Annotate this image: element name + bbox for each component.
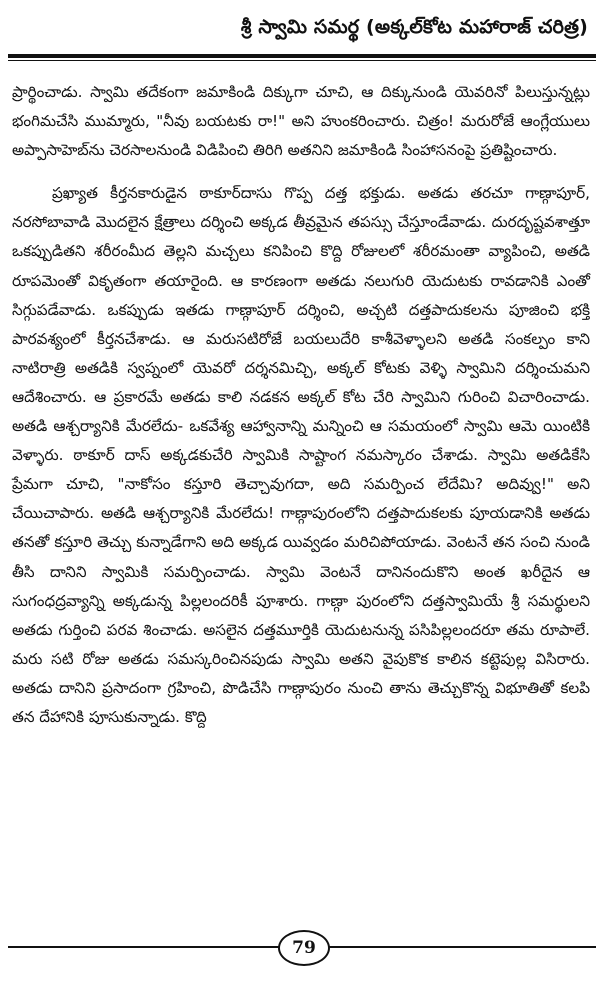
paragraph: ప్రార్థించాడు. స్వామి తదేకంగా జమాకిండి దిక్కుగా చూచి, ఆ దిక్కునుండి యెవరినో పిలుస్తున్నట్లు భంగిమచేసి ముమ్మారు, "నీవు బయటకు రా!" అని హుంకరించారు. చిత్రం! మరురోజే ఆంగ్లేయులు అప్పాసాహెబ్‌ను చెరసాలనుండి విడిపించి తిరిగి అతనిని జమాకిండి సింహాసనంపై ప్రతిష్టించారు. [12, 83, 590, 160]
header-title: శ్రీ స్వామి సమర్థ (అక్కల్‌కోట మహారాజ్ చరిత్ర) [240, 16, 588, 38]
header-rule-thin [8, 60, 596, 61]
page-footer [8, 930, 596, 980]
paragraph: ప్రఖ్యాత కీర్తనకారుడైన ఠాకూర్‌దాసు గొప్ప దత్త భక్తుడు. అతడు తరచూ గాణ్గాపూర్, నరసోబావాడి మొదలైన క్షేత్రాలు దర్శించి అక్కడ తీవ్రమైన తపస్సు చేస్తూండేవాడు. దురదృష్టవశాత్తూ ఒకప్పుడితని శరీరంమీద తెల్లని మచ్చలు కనిపించి కొద్ది రోజులలో శరీరమంతా వ్యాపించి, అతడి రూపమెంతో వికృతంగా తయారైంది. ఆ కారణంగా అతడు నలుగురి యెదుటకు రావడానికి ఎంతో సిగ్గుపడేవాడు. ఒకప్పుడు ఇతడు గాణ్గాపూర్ దర్శించి, అచ్చటి దత్తపాదుకలను పూజించి భక్తి పారవశ్యంలో కీర్తనచేశాడు. ఆ మరుసటిరోజే బయలుదేరి కాశీవెళ్ళాలని అతడి సంకల్పం కాని నాటిరాత్రి అతడికి స్వప్నంలో యెవరో దర్శనమిచ్చి, అక్కల్ కోటకు వెళ్ళి స్వామిని దర్శించుమని ఆదేశించారు. ఆ ప్రకారమే అతడు కాలి నడకన అక్కల్ కోట చేరి స్వామిని గురించి విచారించాడు. అతడి ఆశ్చర్యానికి మేరలేదు- ఒకవేశ్య ఆహ్వానాన్ని మన్నించి ఆ సమయంలో స్వామి ఆమె యింటికి వెళ్ళారు. ఠాకూర్ దాస్ అక్కడకుచేరి స్వామికి సాష్టాంగ నమస్కారం చేశాడు. స్వామి అతడికేసి ప్రేమగా చూచి, "నాకోసం కస్తూరి తెచ్చావుగదా, అది సమర్పించ లేదేమి? అదివ్వు!" అని చేయిచాపారు. అతడి ఆశ్చర్యానికి మేరలేదు! గాణ్గాపురంలోని దత్తపాదుకలకు పూయడానికి అతడు తనతో కస్తూరి తెచ్చు కున్నాడేగాని అది అక్కడ యివ్వడం మరిచిపోయాడు. వెంటనే తన సంచి నుండి తీసి దానిని స్వామికి సమర్పించాడు. స్వామి వెంటనే దానినందుకొని అంత ఖరీదైన ఆ సుగంధద్రవ్యాన్ని అక్కడున్న పిల్లలందరికీ పూశారు. గాణ్గా పురంలోని దత్తస్వామియే శ్రీ సమర్థులని అతడు గుర్తించి పరవ శించాడు. అసలైన దత్తమూర్తికి యెదుటనున్న పసిపిల్లలందరూ తమ రూపాలే. మరు సటి రోజు అతడు సమస్కరించినపుడు స్వామి అతని వైపుకొక కాలిన కట్టెపుల్ల విసిరారు. అతడు దానిని ప్రసాదంగా గ్రహించి, పొడిచేసి గాణ్గాపురం నుంచి తాను తెచ్చుకొన్న విభూతితో కలపి తన దేహానికి పూసుకున్నాడు. కొద్ది [12, 184, 590, 726]
body-text [12, 78, 590, 732]
header-rule [8, 54, 596, 58]
running-header [8, 6, 596, 60]
page-number: 79 [278, 930, 330, 966]
